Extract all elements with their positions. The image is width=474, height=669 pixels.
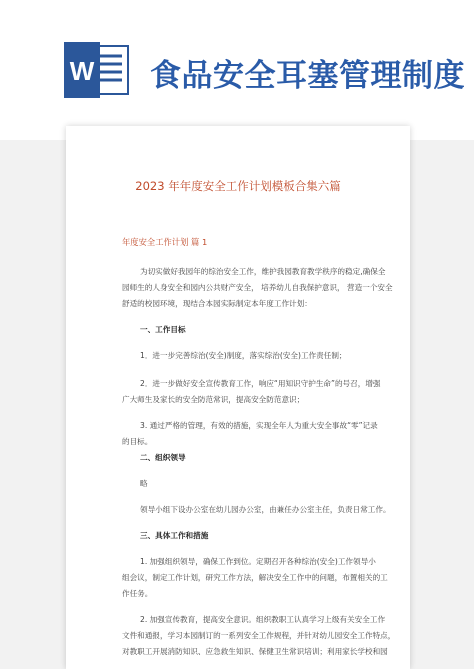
word-document-icon bbox=[62, 40, 132, 100]
paragraph-line: 略 bbox=[140, 479, 148, 488]
paragraph-line: 领导小组下设办公室在幼儿园办公室，由兼任办公室主任，负责日常工作。 bbox=[140, 505, 391, 514]
section-heading: 一、工作目标 bbox=[140, 325, 186, 334]
page-title: 2023 年年度安全工作计划模板合集六篇 bbox=[135, 179, 341, 193]
list-item: 2．进一步做好安全宣传教育工作，响应“用知识守护生命”的号召，增强 bbox=[140, 379, 381, 388]
section-heading: 三、具体工作和措施 bbox=[140, 531, 209, 540]
list-item: 组会议，制定工作计划，研究工作方法，解决安全工作中的问题，布置相关的工 bbox=[122, 573, 388, 582]
list-item: 作任务。 bbox=[122, 589, 153, 598]
list-item: 1. 加强组织领导，确保工作到位。定期召开各种综治(安全)工作领导小 bbox=[140, 557, 376, 566]
paragraph-line: 园师生的人身安全和园内公共财产安全， 培养幼儿自我保护意识， 营造一个安全 bbox=[122, 283, 393, 292]
document-page bbox=[66, 126, 410, 669]
list-item: 文件和通报，学习本园制订的一系列安全工作规程，并针对幼儿园安全工作特点， bbox=[122, 631, 396, 640]
section-heading: 二、组织领导 bbox=[140, 453, 186, 462]
list-item: 1．进一步完善综治(安全)制度，落实综治(安全)工作责任制； bbox=[140, 351, 347, 360]
paragraph-line: 为切实做好我园年的综治安全工作，维护我园教育教学秩序的稳定,确保全 bbox=[140, 267, 386, 276]
section-subtitle: 年度安全工作计划 篇 1 bbox=[122, 237, 208, 247]
svg-text:W: W bbox=[69, 56, 95, 86]
paragraph-line: 舒适的校园环境，现结合本园实际制定本年度工作计划： bbox=[122, 299, 312, 308]
list-item: 3. 通过严格的管理，有效的措施，实现全年人为重大安全事故“零”记录 bbox=[140, 421, 378, 430]
document-title: 食品安全耳塞管理制度 bbox=[150, 58, 465, 94]
list-item: 的目标。 bbox=[122, 437, 153, 446]
header-banner bbox=[0, 0, 474, 140]
list-item: 2. 加强宣传教育，提高安全意识。组织教职工认真学习上级有关安全工作 bbox=[140, 615, 386, 624]
list-item: 广大师生及家长的安全防范常识，提高安全防范意识； bbox=[122, 395, 305, 404]
list-item: 对教职工开展消防知识、应急救生知识、保健卫生常识培训；利用家长学校和园 bbox=[122, 647, 388, 656]
